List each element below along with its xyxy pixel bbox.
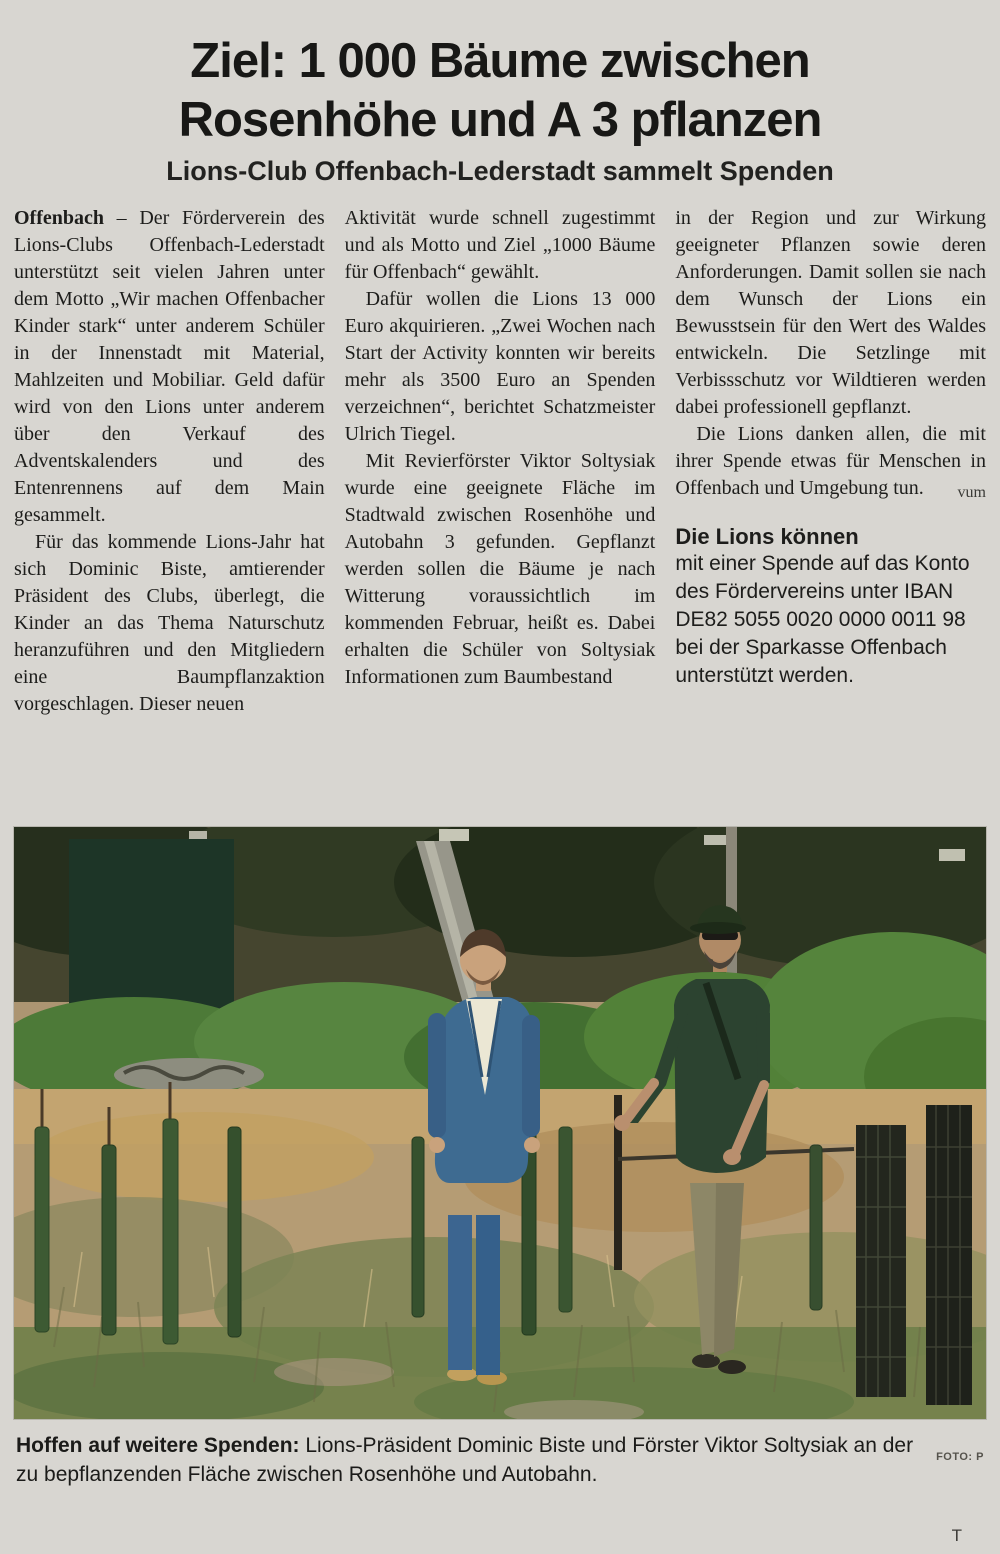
article-paragraph: Mit Revierförster Viktor Soltysiak wurde eine geeignete Fläche im Stadtwald zwischen Rosenhöhe und Autobahn 3 gefunden. Gepflanzt werden sollen die Bäume je nach Witterung voraussichtlich im kommenden Februar, heißt es. Dabei erhalten die Schüler von Soltysiak Informationen zum Baumbestand	[344, 450, 656, 688]
article-paragraph: in der Region und zur Wirkung geeigneter Pflanzen sowie deren Anforderungen. Damit sollen sie nach dem Wunsch der Lions ein Bewusstsein für den Wert des Waldes entwickeln. Die Setzlinge mit Verbissschutz vor Wildtieren werden dabei professionell gepflanzt.	[675, 207, 986, 418]
article-paragraph: Aktivität wurde schnell zugestimmt und als Motto und Ziel „1000 Bäume für Offenbach“ gewählt.	[344, 207, 656, 283]
dateline: Offenbach	[14, 207, 104, 229]
donation-infobox	[675, 524, 986, 690]
article-body	[14, 205, 986, 811]
article-paragraph: Dafür wollen die Lions 13 000 Euro akquirieren. „Zwei Wochen nach Start der Activity konnten wir bereits mehr als 3500 Euro an Spenden verzeichnen“, berichtet Schatzmeister Ulrich Tiegel.	[344, 288, 656, 445]
article-column-1	[14, 205, 325, 811]
article-paragraph	[14, 205, 325, 529]
article-column-3	[675, 205, 986, 811]
headline-line-1: Ziel: 1 000 Bäume zwischen	[190, 34, 810, 88]
article-photo-illustration	[14, 827, 986, 1419]
infobox-title: Die Lions können	[675, 524, 859, 549]
scan-margin-mark: T	[951, 1526, 962, 1545]
headline-line-2: Rosenhöhe und A 3 pflanzen	[178, 93, 822, 147]
caption-text: Lions-Präsident Dominic Biste und Förster Viktor Soltysiak an der zu bepflanzenden Fläche zwischen Rosenhöhe und Autobahn.	[16, 1434, 914, 1486]
photo-credit: FOTO: P	[936, 1451, 984, 1463]
article-paragraph: Für das kommende Lions-Jahr hat sich Dominic Biste, amtierender Präsident des Clubs, überlegt, die Kinder an das Thema Naturschutz heranzuführen und den Mitgliedern eine Baumpflanzaktion vorgeschlagen. Dieser neuen	[14, 531, 325, 715]
paragraph-text: – Der Förderverein des Lions-Clubs Offenbach-Lederstadt unterstützt seit vielen Jahren unter dem Motto „Wir machen Offenbacher Kinder stark“ unter anderem Schüler in der Innenstadt mit Material, Mahlzeiten und Mobiliar. Geld dafür wird von den Lions unter anderem über den Verkauf des Adventskalenders und des Entenrennens auf dem Main gesammelt.	[14, 207, 325, 526]
headline	[14, 32, 986, 150]
article-column-2	[345, 205, 656, 811]
photo-caption	[16, 1431, 984, 1489]
article-photo	[14, 827, 986, 1419]
subheadline: Lions-Club Offenbach-Lederstadt sammelt Spenden	[166, 156, 834, 186]
caption-lead: Hoffen auf weitere Spenden:	[16, 1434, 300, 1457]
paragraph-text: Die Lions danken allen, die mit ihrer Spende etwas für Menschen in Offenbach und Umgebung tun.	[675, 423, 986, 499]
article-paragraph	[675, 421, 986, 502]
infobox-body: mit einer Spende auf das Konto des Fördervereins unter IBAN DE82 5055 0020 0000 0011 98 bei der Sparkasse Offenbach unterstützt werden.	[675, 552, 970, 687]
author-abbreviation: vum	[957, 484, 986, 501]
